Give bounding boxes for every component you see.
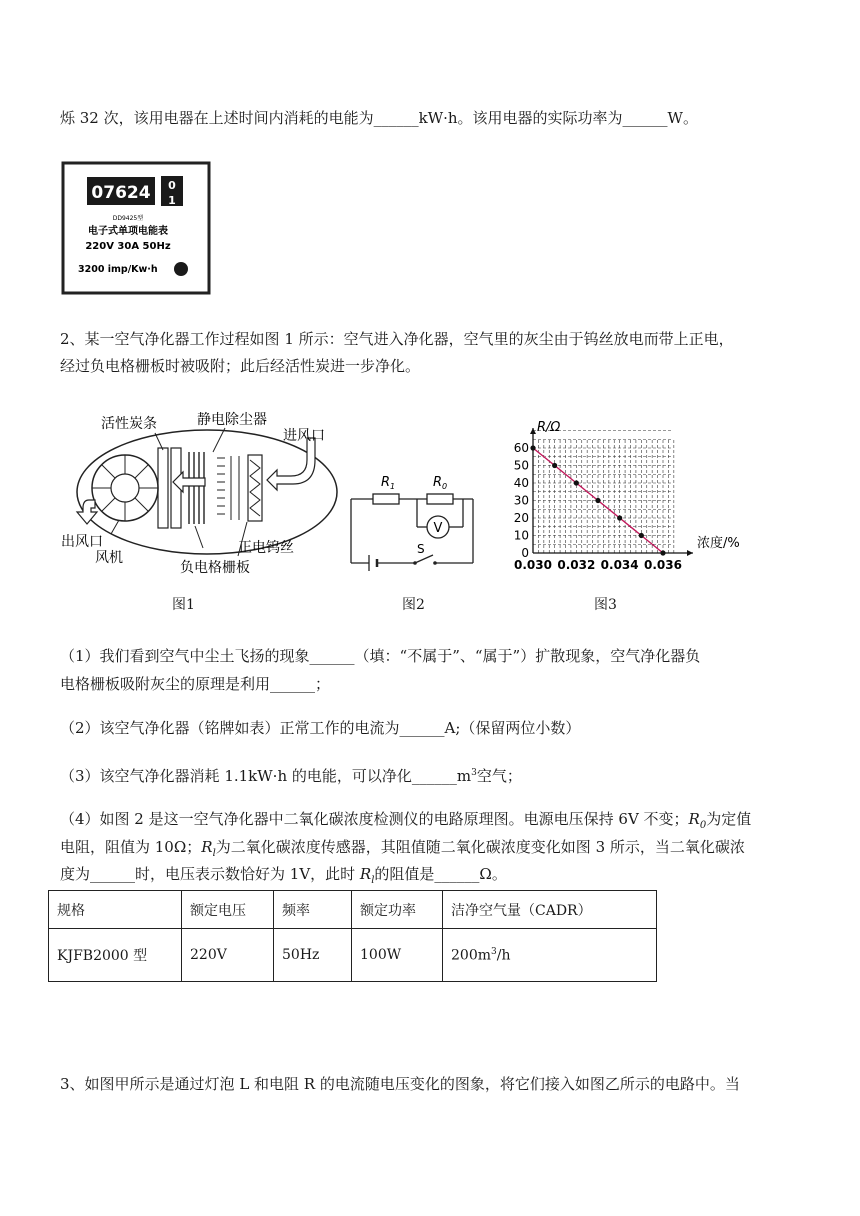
figure1-air-purifier xyxy=(55,400,355,580)
q2-part4-l1-r: R xyxy=(688,810,700,828)
q2-part4-l1-b: 为定值 xyxy=(706,810,752,828)
y-axis-arrow xyxy=(530,428,536,434)
label-r0: R xyxy=(433,475,443,490)
label-switch: S xyxy=(417,542,425,556)
y-tick-label: 50 xyxy=(513,458,529,473)
label-carbon: 活性炭条 xyxy=(101,416,157,432)
figure2-caption: 图2 xyxy=(402,597,425,613)
table-cell: 50Hz xyxy=(274,929,352,982)
x-axis-arrow xyxy=(687,550,693,556)
y-tick-label: 20 xyxy=(513,511,529,525)
q2-part3-sup: 3 xyxy=(471,768,477,778)
q2-part2: （2）该空气净化器（铭牌如表）正常工作的电流为______A;（保留两位小数） xyxy=(60,719,581,737)
q2-part4-l3-b: 的阻值是______Ω。 xyxy=(374,865,507,883)
y-axis-label: R/Ω xyxy=(537,420,561,435)
q2-part4-l1-a: （4）如图 2 是这一空气净化器中二氧化碳浓度检测仪的电路原理图。电源电压保持 6V 不变； xyxy=(60,810,689,828)
y-tick-label: 60 xyxy=(513,441,529,455)
y-tick-label: 40 xyxy=(513,476,529,490)
figure3-caption: 图3 xyxy=(594,597,617,613)
resistor-r1 xyxy=(373,494,399,504)
q2-part4-l2-a: 电阻，阻值为 10Ω； xyxy=(60,838,202,856)
q3-text: 3、如图甲所示是通过灯泡 L 和电阻 R 的电流随电压变化的图象，将它们接入如图乙所示的电路中。当 xyxy=(60,1075,740,1093)
table-row xyxy=(49,929,657,982)
figure2-circuit xyxy=(345,465,485,580)
label-r1-sub: 1 xyxy=(390,482,396,491)
q2-part1-line2: 电格栅板吸附灰尘的原理是利用______； xyxy=(60,675,331,693)
q2-part4-l2-b: 为二氧化碳浓度传感器，其阻值随二氧化碳浓度变化如图 3 所示，当二氧化碳浓 xyxy=(215,838,745,856)
q2-part4-l1-rsub: 0 xyxy=(699,820,707,831)
x-tick-label: 0.030 xyxy=(514,558,552,572)
energy-meter-figure xyxy=(60,160,212,296)
table-cell-cadr xyxy=(443,929,657,982)
q2-part4-line3 xyxy=(60,863,507,892)
meter-name: 电子式单项电能表 xyxy=(88,226,168,237)
inlet-arrow xyxy=(267,438,315,490)
q2-intro-line2: 经过负电格栅板时被吸附；此后经活性炭进一步净化。 xyxy=(60,357,421,375)
label-grid: 负电格栅板 xyxy=(180,560,250,576)
table-header-cell: 规格 xyxy=(49,891,182,929)
data-point xyxy=(660,550,665,555)
table-cell: 100W xyxy=(352,929,443,982)
data-point xyxy=(574,480,579,485)
label-fan: 风机 xyxy=(95,550,123,566)
data-point xyxy=(552,463,557,468)
label-outlet: 出风口 xyxy=(61,534,103,550)
x-tick-label: 0.032 xyxy=(557,558,596,572)
cadr-tail: /h xyxy=(496,947,511,964)
meter-display: 07624 xyxy=(91,183,151,203)
spec-table xyxy=(48,890,657,982)
x-tick-label: 0.036 xyxy=(644,558,682,572)
q2-part4-line2 xyxy=(60,836,745,865)
table-header-cell: 洁净空气量（CADR） xyxy=(443,891,657,929)
q1-text: 烁 32 次，该用电器在上述时间内消耗的电能为______kW·h。该用电器的实际功率为______W。 xyxy=(60,109,698,127)
q2-part4-l3-r: R xyxy=(359,865,372,883)
data-point xyxy=(639,533,644,538)
figure3-chart xyxy=(505,410,745,585)
svg-text:R0 xyxy=(433,475,447,491)
q2-part4-l2-rsub: l xyxy=(212,848,216,859)
table-header-row xyxy=(49,891,657,929)
meter-imp: 3200 imp/Kw·h xyxy=(78,264,158,275)
data-point xyxy=(617,515,622,520)
q2-part3-b: 空气； xyxy=(476,767,522,785)
x-axis-label: 浓度/% xyxy=(697,536,740,551)
meter-indicator-light xyxy=(174,262,188,276)
x-tick-label: 0.034 xyxy=(600,558,639,572)
table-cell: 220V xyxy=(182,929,274,982)
data-point xyxy=(530,445,535,450)
label-inlet: 进风口 xyxy=(283,428,325,444)
cadr-value: 200m xyxy=(451,947,491,964)
label-tungsten: 正电钨丝 xyxy=(238,540,294,556)
q2-part3 xyxy=(60,762,522,787)
meter-digit-top: 0 xyxy=(168,179,176,192)
resistor-r0 xyxy=(427,494,453,504)
q2-part3-a: （3）该空气净化器消耗 1.1kW·h 的电能，可以净化______m xyxy=(60,767,472,785)
q2-part4-l3-a: 度为______时，电压表示数恰好为 1V，此时 xyxy=(60,865,360,883)
meter-model: DD9425型 xyxy=(112,215,144,222)
label-r0-sub: 0 xyxy=(442,482,448,491)
meter-digit-bottom: 1 xyxy=(168,194,176,207)
q2-part1-line1: （1）我们看到空气中尘土飞扬的现象______（填：“不属于”、“属于”）扩散现象，空气净化器负 xyxy=(60,647,701,665)
y-tick-label: 10 xyxy=(513,528,529,543)
q2-part4-l2-r: R xyxy=(201,838,213,856)
cadr-sup: 3 xyxy=(491,946,497,957)
data-point xyxy=(595,498,600,503)
figure1-caption: 图1 xyxy=(172,597,195,613)
q2-part4-l3-rsub: l xyxy=(371,875,375,886)
svg-text:R1 xyxy=(381,475,395,491)
meter-rating: 220V 30A 50Hz xyxy=(85,241,171,252)
table-header-cell: 额定功率 xyxy=(352,891,443,929)
label-electrostatic: 静电除尘器 xyxy=(197,412,267,428)
label-voltmeter: V xyxy=(433,521,443,536)
label-r1: R xyxy=(381,475,391,490)
table-header-cell: 额定电压 xyxy=(182,891,274,929)
table-cell: KJFB2000 型 xyxy=(49,929,182,982)
q2-intro-line1: 2、某一空气净化器工作过程如图 1 所示：空气进入净化器，空气里的灰尘由于钨丝放电而带上正电， xyxy=(60,330,734,348)
table-header-cell: 频率 xyxy=(274,891,352,929)
q2-part4-line1 xyxy=(60,808,751,837)
y-tick-label: 30 xyxy=(513,493,529,508)
y-tick-label: 0 xyxy=(521,546,529,560)
